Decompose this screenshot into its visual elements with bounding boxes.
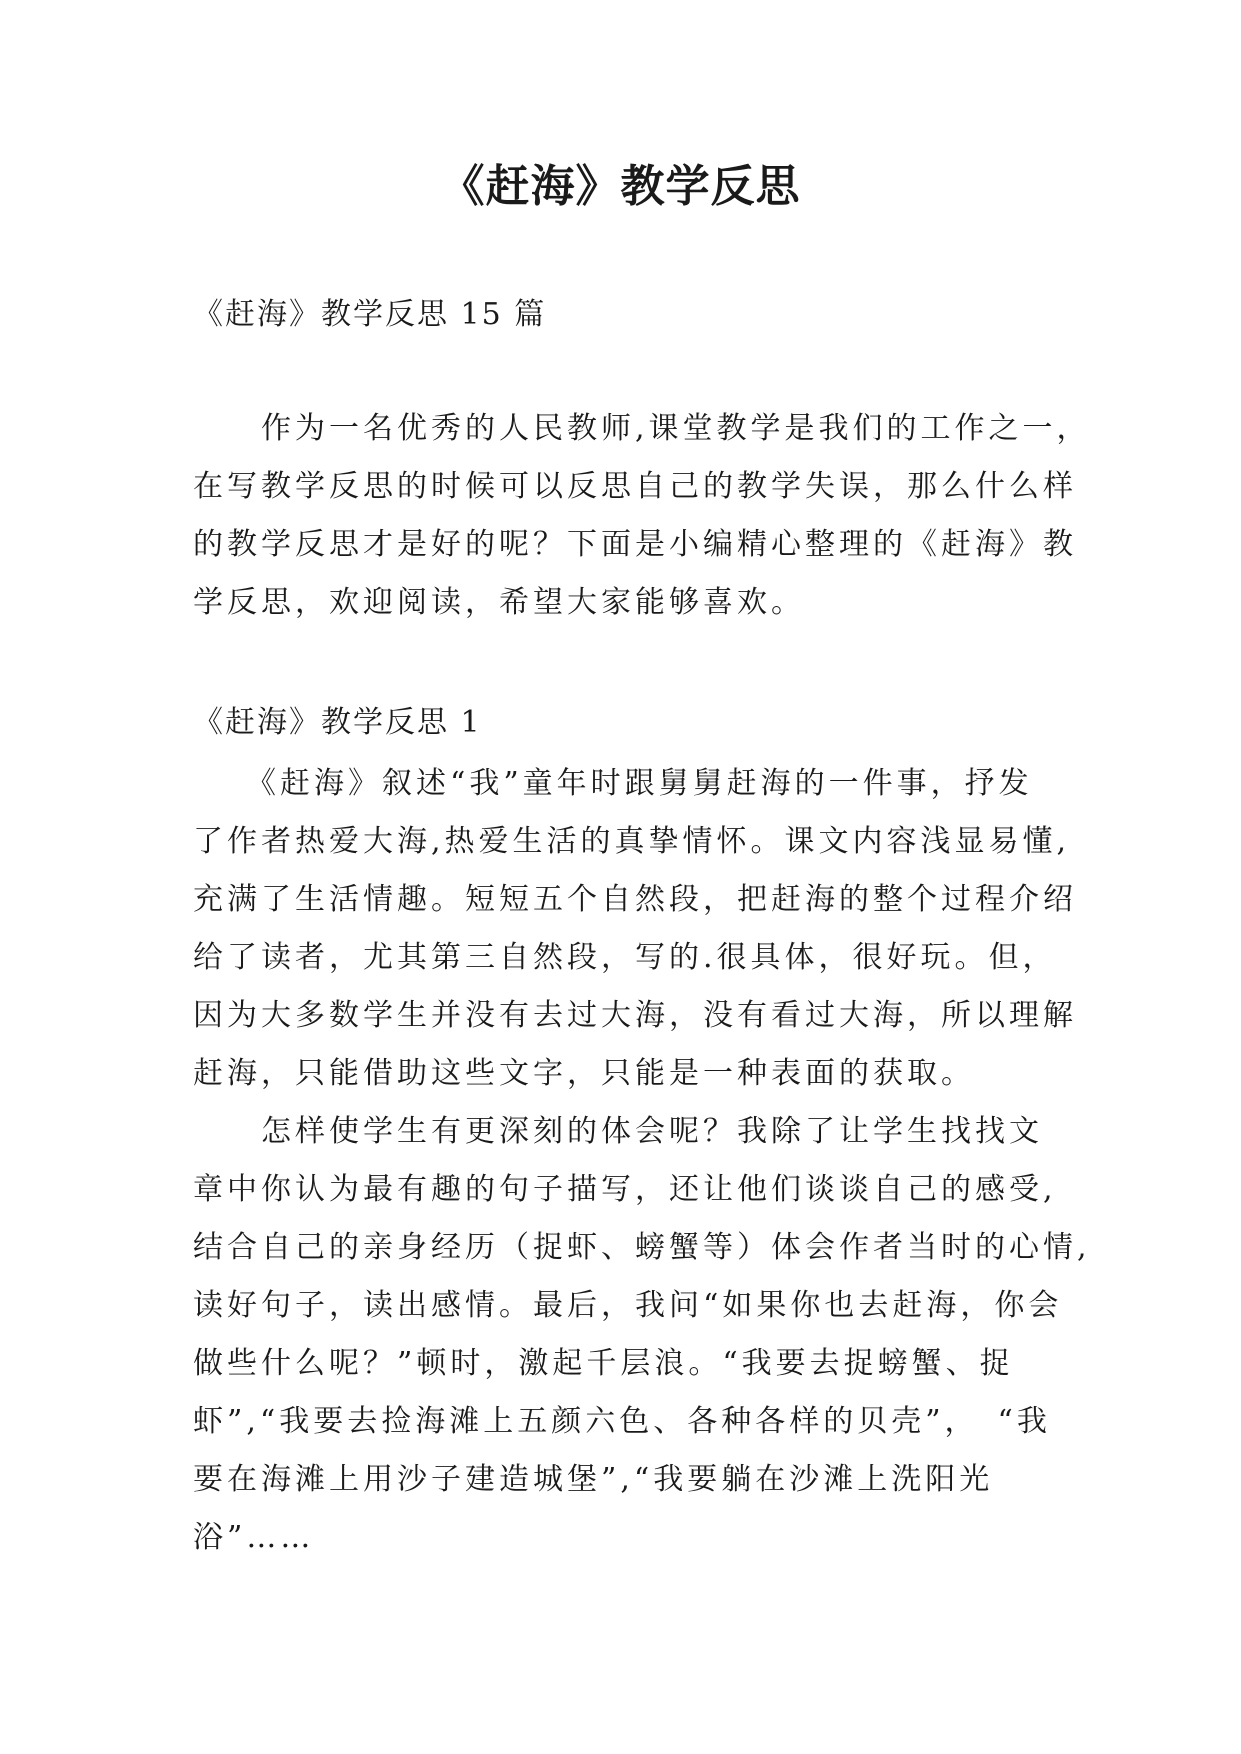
text-line: 了作者热爱大海,热爱生活的真挚情怀。课文内容浅显易懂, (193, 824, 1071, 859)
text-line: 章中你认为最有趣的句子描写，还让他们谈谈自己的感受, (193, 1172, 1057, 1207)
text-line: 做些什么呢？”顿时，激起千层浪。“我要去捉螃蟹、捉 (193, 1346, 1014, 1381)
text-line: 赶海，只能借助这些文字，只能是一种表面的获取。 (193, 1056, 975, 1091)
text-line: 在写教学反思的时候可以反思自己的教学失误，那么什么样 (193, 469, 1077, 504)
text-line: 作为一名优秀的人民教师,课堂教学是我们的工作之一， (193, 411, 1091, 446)
section-body (193, 755, 1091, 1567)
text-line: 《赶海》叙述“我”童年时跟舅舅赶海的一件事，抒发 (193, 766, 1033, 801)
text-line: 虾”,“我要去捡海滩上五颜六色、各种各样的贝壳”， “我 (193, 1404, 1051, 1439)
text-line: 给了读者，尤其第三自然段，写的.很具体，很好玩。但， (193, 940, 1057, 975)
text-line: 学反思，欢迎阅读，希望大家能够喜欢。 (193, 585, 805, 620)
text-line: 结合自己的亲身经历（捉虾、螃蟹等）体会作者当时的心情, (193, 1230, 1091, 1265)
text-line: 因为大多数学生并没有去过大海，没有看过大海，所以理解 (193, 998, 1077, 1033)
text-line: 要在海滩上用沙子建造城堡”,“我要躺在沙滩上洗阳光 (193, 1462, 994, 1497)
document-title: 《赶海》教学反思 (440, 161, 801, 212)
text-line: 怎样使学生有更深刻的体会呢？我除了让学生找找文 (193, 1114, 1043, 1149)
intro-paragraph (193, 400, 1091, 632)
text-line: 充满了生活情趣。短短五个自然段，把赶海的整个过程介绍 (193, 882, 1077, 917)
text-line: 的教学反思才是好的呢？下面是小编精心整理的《赶海》教 (193, 527, 1077, 562)
text-line: 浴”…… (193, 1520, 315, 1555)
document-subtitle: 《赶海》教学反思 15 篇 (193, 297, 547, 332)
section-heading: 《赶海》教学反思 1 (193, 705, 482, 740)
text-line: 读好句子，读出感情。最后，我问“如果你也去赶海，你会 (193, 1288, 1063, 1323)
